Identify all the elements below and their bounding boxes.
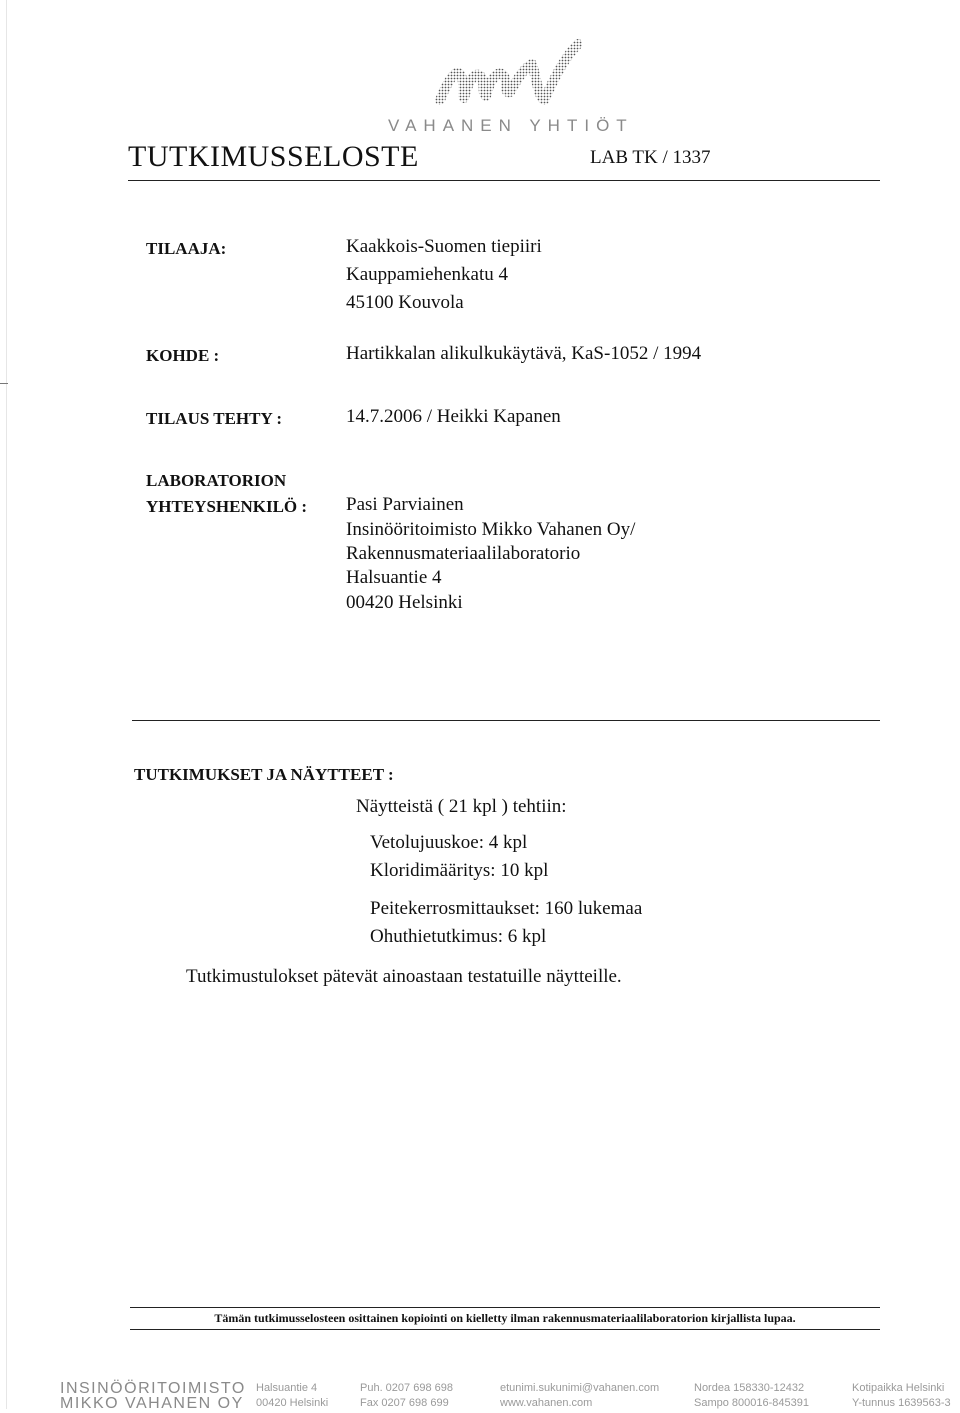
footer-bank-2: Sampo 800016-845391 — [694, 1397, 809, 1409]
yhteyshenkilo-label-1: LABORATORION — [146, 471, 287, 490]
yhteyshenkilo-line: Pasi Parviainen — [346, 494, 464, 515]
tutkimukset-intro: Näytteistä ( 21 kpl ) tehtiin: — [356, 796, 567, 817]
footer-fax: Fax 0207 698 699 — [360, 1397, 449, 1409]
copy-notice: Tämän tutkimusselosteen osittainen kopiointi on kielletty ilman rakennusmateriaalilaboratorion kirjallista lupaa. — [214, 1311, 796, 1325]
notice-rule-bottom — [130, 1329, 880, 1330]
tilaaja-line: Kauppamiehenkatu 4 — [346, 264, 508, 285]
tilaus-label: TILAUS TEHTY : — [146, 409, 283, 428]
notice-rule-top — [130, 1307, 880, 1308]
tilaaja-line: Kaakkois-Suomen tiepiiri — [346, 236, 542, 257]
yhteyshenkilo-line: Rakennusmateriaalilaboratorio — [346, 543, 581, 564]
footer-phone: Puh. 0207 698 698 — [360, 1382, 453, 1394]
footer-address-2: 00420 Helsinki — [256, 1397, 329, 1409]
yhteyshenkilo-line: Halsuantie 4 — [346, 567, 442, 588]
brand-name: VAHANEN YHTIÖT — [388, 116, 634, 135]
footer-web: www.vahanen.com — [500, 1397, 593, 1409]
footer-email: etunimi.sukunimi@vahanen.com — [500, 1382, 660, 1394]
document-title: TUTKIMUSSELOSTE — [128, 140, 419, 173]
yhteyshenkilo-line: 00420 Helsinki — [346, 592, 463, 613]
tutkimukset-label: TUTKIMUKSET JA NÄYTTEET : — [134, 765, 394, 784]
tilaaja-line: 45100 Kouvola — [346, 292, 464, 313]
section-rule — [132, 720, 880, 721]
validity-note: Tutkimustulokset pätevät ainoastaan testatuille näytteille. — [186, 966, 622, 987]
vahanen-logo — [432, 38, 582, 118]
kohde-value: Hartikkalan alikulkukäytävä, KaS-1052 / 1994 — [346, 343, 702, 364]
tutkimus-item: Ohuthietutkimus: 6 kpl — [370, 926, 547, 947]
tutkimus-item: Vetolujuuskoe: 4 kpl — [370, 832, 528, 853]
footer-company-2: MIKKO VAHANEN OY — [60, 1395, 244, 1412]
kohde-label: KOHDE : — [146, 346, 220, 365]
tilaus-value: 14.7.2006 / Heikki Kapanen — [346, 406, 561, 427]
scan-mark — [0, 383, 8, 384]
tutkimus-item: Peitekerrosmittaukset: 160 lukemaa — [370, 898, 643, 919]
footer-address-1: Halsuantie 4 — [256, 1382, 318, 1394]
yhteyshenkilo-line: Insinööritoimisto Mikko Vahanen Oy/ — [346, 519, 636, 540]
yhteyshenkilo-label-2: YHTEYSHENKILÖ : — [146, 497, 308, 516]
lab-reference: LAB TK / 1337 — [590, 147, 711, 168]
header-rule — [128, 180, 880, 181]
footer-domicile: Kotipaikka Helsinki — [852, 1382, 945, 1394]
tutkimus-item: Kloridimääritys: 10 kpl — [370, 860, 549, 881]
footer-bank-1: Nordea 158330-12432 — [694, 1382, 805, 1394]
scan-edge — [6, 0, 7, 1409]
footer-company-1: INSINÖÖRITOIMISTO — [60, 1380, 246, 1397]
footer-business-id: Y-tunnus 1639563-3 — [852, 1397, 951, 1409]
tilaaja-label: TILAAJA: — [146, 239, 227, 258]
